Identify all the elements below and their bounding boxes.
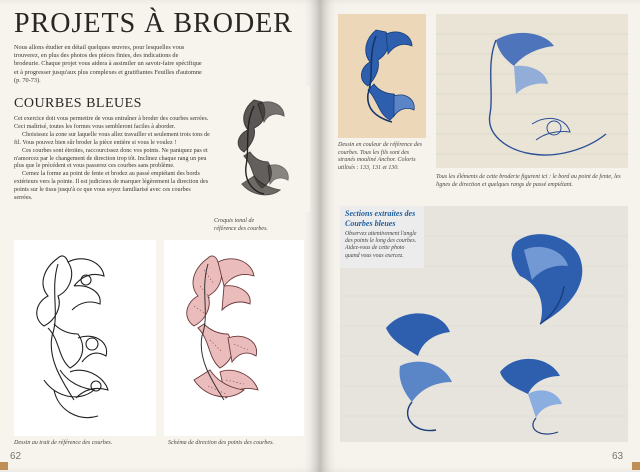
body-paragraph: Choisissez la zone sur laquelle vous allez travailler et seulement trois tons de fil. Vous pouvez bien sûr broder la pièce entière si vous le voulez ! [14,131,210,146]
caption-stitch: Schéma de direction des points des courbes. [168,440,274,446]
page-number-right: 63 [612,451,624,462]
line-drawing-image [14,240,156,436]
stitched-detail-image [436,14,628,168]
corner-mark-left [0,462,8,470]
caption-detail: Tous les éléments de cette broderie figurent ici : le bord au point de fente, les lignes de direction et quelques rangs de passé empiétant. [436,174,621,188]
tonal-sketch-image [214,86,310,212]
page-number-left: 62 [10,451,22,462]
corner-mark-right [632,462,640,470]
page-title: PROJETS À BRODER [14,8,293,39]
intro-paragraph: Nous allons étudier en détail quelques œuvres, pour lesquelles vous trouverez, en plus des photos des pièces finies, des indications de brodeurie. Chaque projet vous aidera à assimiler un savoir-faire spécifique et à progresser jusqu'aux plus complexes et gratifiantes Feuilles d'automne (p. 70-73). [14,44,202,84]
caption-outline: Dessin au trait de référence des courbes. [14,440,113,446]
color-reference-image [338,14,426,138]
section-title: COURBES BLEUES [14,96,142,111]
caption-sketch: Croquis tonal de référence des courbes. [214,218,268,232]
body-paragraph: Cernez la forme au point de fente et brodez au passé empiétant des bords extérieurs vers la pointe. Il est judicieux de marquer légèrement la direction des points sur le tissu jusqu'à ce que vous soyez familiarisé avec ces courbes serrées. [14,171,209,202]
caption-color: Dessin en couleur de référence des courbes. Tous les fils sont des stranés mouliné Anchor. Coloris utilisés : 133, 131 et 130. [338,142,422,171]
sections-text: Observez attentivement l'angle des points le long des courbes. Aidez-vous de cette photo quand vous vous exercez. [345,231,417,259]
body-paragraph: Cet exercice doit vous permettre de vous entraîner à broder des courbes serrées. Ceci maîtrisé, toutes les formes vous sembleront faciles à aborder. [14,116,209,130]
body-paragraph: Ces courbes sont étroites, raccourcissez donc vos points. Ne paniquez pas et n'amorcez par le changement de direction trop tôt. Inclinez chaque rang un peu plus que le précédent et vous passerez ces courbes sans problème. [14,147,208,170]
sections-title: Sections extraites des Courbes bleues [345,209,416,228]
right-page [320,0,640,472]
body-text [14,116,210,203]
sections-callout [340,206,424,268]
stitch-direction-image [164,240,304,436]
